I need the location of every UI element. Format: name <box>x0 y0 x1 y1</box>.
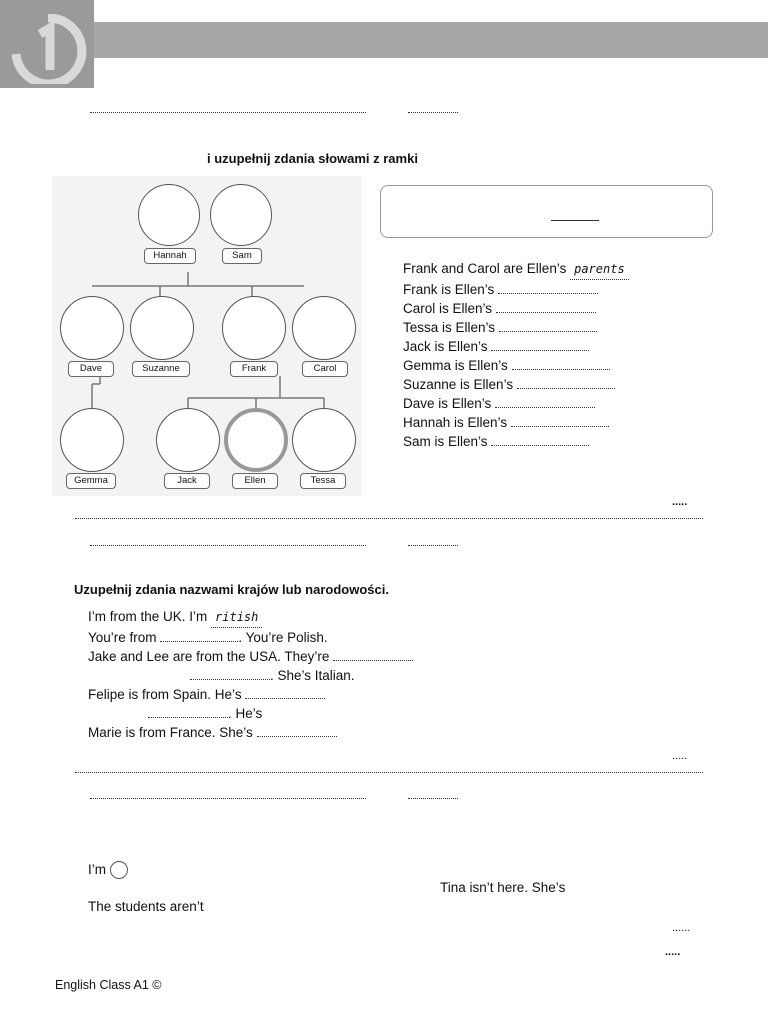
sentence-2-blank[interactable] <box>498 282 598 294</box>
family-tree <box>52 176 362 496</box>
sentence-6-blank[interactable] <box>512 358 610 370</box>
ex2-line-5: Felipe is from Spain. He’s <box>88 685 413 704</box>
hannah-portrait <box>138 184 200 246</box>
dave-portrait <box>60 296 124 360</box>
gemma-portrait <box>60 408 124 472</box>
ex2-line-5-blank[interactable] <box>245 687 325 699</box>
answer-line-2-short[interactable] <box>408 545 458 546</box>
exercise1-sentences <box>403 259 629 451</box>
exercise3-score-2: ..... <box>665 946 681 958</box>
answer-line-2[interactable] <box>90 545 366 546</box>
tag-carol: Carol <box>302 361 348 377</box>
ex2-line-4: . She’s Italian. <box>88 666 413 685</box>
sentence-10-blank[interactable] <box>491 434 589 446</box>
sentence-4: Tessa is Ellen’s <box>403 318 629 337</box>
ex2-line-7-blank[interactable] <box>257 725 337 737</box>
sentence-1: Frank and Carol are Ellen’s parents <box>403 259 629 280</box>
sentence-3: Carol is Ellen’s <box>403 299 629 318</box>
word-box <box>380 185 713 238</box>
separator-2 <box>75 772 703 773</box>
tag-jack: Jack <box>164 473 210 489</box>
answer-line[interactable] <box>90 112 366 113</box>
sentence-3-blank[interactable] <box>496 301 596 313</box>
exercise2-score: ..... <box>672 750 688 762</box>
ex2-line-3: Jake and Lee are from the USA. They’re <box>88 647 413 666</box>
ex2-line-1-answer[interactable]: ritish <box>211 608 262 628</box>
sentence-1-answer[interactable]: parents <box>570 260 629 280</box>
tag-suzanne: Suzanne <box>132 361 190 377</box>
sentence-10: Sam is Ellen’s <box>403 432 629 451</box>
exercise1-score: ..... <box>672 496 688 508</box>
tag-frank: Frank <box>230 361 278 377</box>
ex2-line-4-blank[interactable] <box>190 668 270 680</box>
sentence-6: Gemma is Ellen’s <box>403 356 629 375</box>
ex2-line-2-blank[interactable] <box>160 630 238 642</box>
exercise3-score-1: ...... <box>672 922 691 934</box>
tag-hannah: Hannah <box>144 248 196 264</box>
ex2-line-6: . He’s <box>88 704 413 723</box>
answer-line-3-short[interactable] <box>408 798 458 799</box>
sentence-5: Jack is Ellen’s <box>403 337 629 356</box>
header-bar <box>94 22 768 58</box>
ex2-line-7: Marie is from France. She’s <box>88 723 413 742</box>
ex3-students-line: The students aren’t <box>88 899 204 914</box>
tag-ellen: Ellen <box>232 473 278 489</box>
sentence-4-blank[interactable] <box>499 320 597 332</box>
word-box-line <box>551 220 599 221</box>
unit-number-icon <box>8 14 88 84</box>
exercise2-instruction: Uzupełnij zdania nazwami krajów lub narodowości. <box>74 582 389 597</box>
sentence-7-blank[interactable] <box>517 377 615 389</box>
ex2-line-6-blank[interactable] <box>148 706 228 718</box>
sentence-9: Hannah is Ellen’s <box>403 413 629 432</box>
sam-portrait <box>210 184 272 246</box>
ex3-tina-line: Tina isn’t here. She’s <box>440 880 566 895</box>
sentence-8: Dave is Ellen’s <box>403 394 629 413</box>
tessa-portrait <box>292 408 356 472</box>
ex3-im-line: I’m <box>88 860 128 879</box>
answer-line-short[interactable] <box>408 112 458 113</box>
ex2-line-2: You’re from . You’re Polish. <box>88 630 328 645</box>
suzanne-portrait <box>130 296 194 360</box>
tag-sam: Sam <box>222 248 262 264</box>
footer-text: English Class A1 © <box>55 978 162 992</box>
tag-tessa: Tessa <box>300 473 346 489</box>
answer-line-3[interactable] <box>90 798 366 799</box>
unit-badge <box>0 0 94 88</box>
sentence-8-blank[interactable] <box>495 396 595 408</box>
sentence-5-blank[interactable] <box>491 339 589 351</box>
sentence-9-blank[interactable] <box>511 415 609 427</box>
jack-portrait <box>156 408 220 472</box>
sentence-7: Suzanne is Ellen’s <box>403 375 629 394</box>
ex3-circle-marker[interactable] <box>110 861 128 879</box>
tag-gemma: Gemma <box>66 473 116 489</box>
ex2-line-3-blank[interactable] <box>333 649 413 661</box>
frank-portrait <box>222 296 286 360</box>
exercise2-lines <box>88 607 413 742</box>
carol-portrait <box>292 296 356 360</box>
ex2-line-1: I’m from the UK. I’m ritish <box>88 607 413 628</box>
sentence-2: Frank is Ellen’s <box>403 280 629 299</box>
separator-1 <box>75 518 703 519</box>
tag-dave: Dave <box>68 361 114 377</box>
exercise1-instruction: i uzupełnij zdania słowami z ramki <box>207 151 418 166</box>
ellen-portrait <box>224 408 288 472</box>
